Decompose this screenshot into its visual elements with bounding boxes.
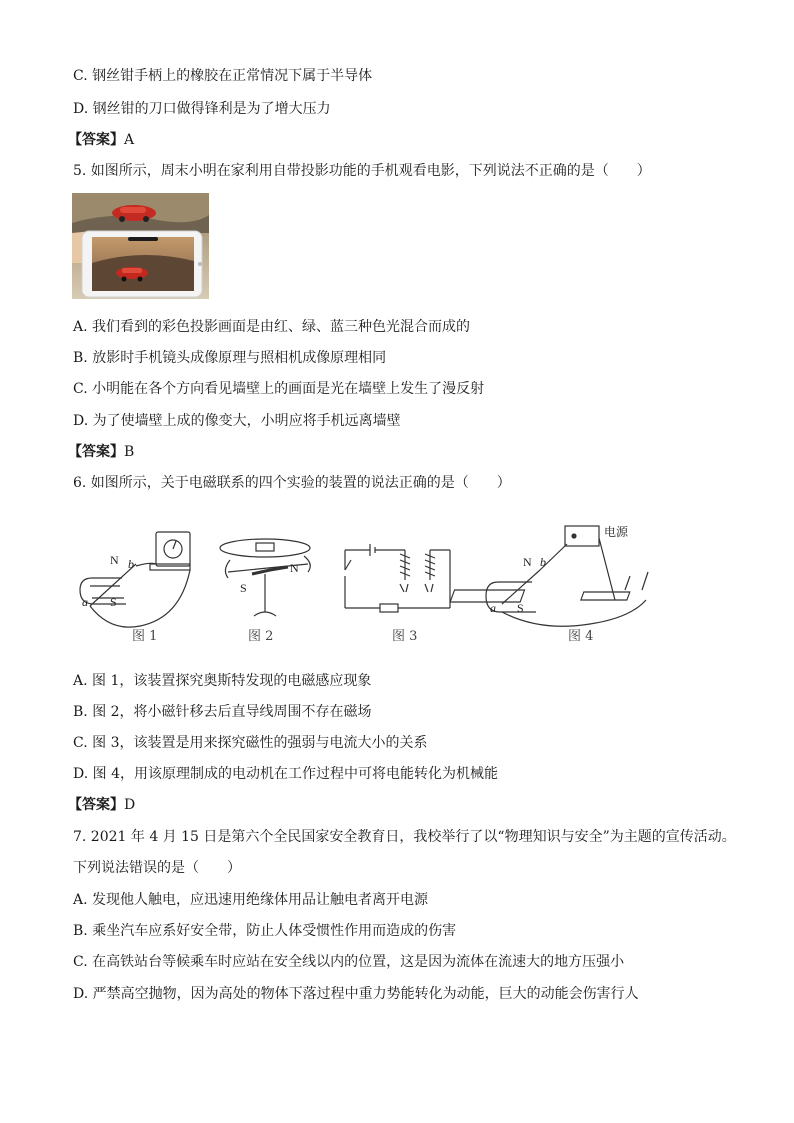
q6-answer — [68, 796, 135, 814]
q6-option-a: A. 图 1，该装置探究奥斯特发现的电磁感应现象 — [73, 673, 372, 689]
q5-question: 5. 如图所示，周末小明在家利用自带投影功能的手机观看电影，下列说法不正确的是（ ） — [73, 163, 651, 179]
q4-answer — [68, 131, 134, 149]
q7-question-line2: 下列说法错误的是（ ） — [73, 860, 241, 876]
answer-value: B — [124, 444, 135, 460]
fig1-label-b: b — [128, 557, 134, 571]
answer-label: 【答案】 — [68, 132, 124, 148]
phone-projector-image — [72, 193, 209, 299]
fig2-caption: 图 2 — [248, 629, 274, 644]
q5-option-d: D. 为了使墙壁上成的像变大，小明应将手机远离墙壁 — [73, 413, 401, 429]
q6-question: 6. 如图所示，关于电磁联系的四个实验的装置的说法正确的是（ ） — [73, 475, 511, 491]
diagram-svg — [70, 520, 670, 650]
q6-option-b: B. 图 2，将小磁针移去后直导线周围不存在磁场 — [73, 704, 372, 720]
figure-2 — [220, 539, 310, 616]
q7-question-line1: 7. 2021 年 4 月 15 日是第六个全民国家安全教育日，我校举行了以“物理知识与安全”为主题的宣传活动。 — [73, 829, 736, 845]
q6-option-d: D. 图 4，用该原理制成的电动机在工作过程中可将电能转化为机械能 — [73, 766, 498, 782]
answer-label: 【答案】 — [68, 797, 124, 813]
phone-projector-photo — [72, 193, 209, 299]
q7-option-c: C. 在高铁站台等候乘车时应站在安全线以内的位置，这是因为流体在流速大的地方压强小 — [73, 954, 625, 970]
electromagnetism-diagrams — [70, 520, 670, 650]
answer-value: A — [124, 132, 135, 148]
q7-option-b: B. 乘坐汽车应系好安全带，防止人体受惯性作用而造成的伤害 — [73, 923, 457, 939]
fig1-label-s: S — [110, 595, 117, 609]
fig2-label-n: N — [290, 561, 299, 575]
fig4-power-label: 电源 — [604, 525, 629, 539]
q5-option-c: C. 小明能在各个方向看见墙壁上的画面是光在墙壁上发生了漫反射 — [73, 381, 485, 397]
answer-value: D — [124, 797, 136, 813]
q4-option-d: D. 钢丝钳的刀口做得锋利是为了增大压力 — [73, 101, 331, 117]
fig3-caption: 图 3 — [392, 629, 418, 644]
q5-answer — [68, 443, 134, 461]
q5-option-b: B. 放影时手机镜头成像原理与照相机成像原理相同 — [73, 350, 387, 366]
fig4-label-a: a — [490, 601, 496, 615]
q4-option-c: C. 钢丝钳手柄上的橡胶在正常情况下属于半导体 — [73, 68, 373, 84]
q7-option-a: A. 发现他人触电，应迅速用绝缘体用品让触电者离开电源 — [73, 892, 429, 908]
figure-3 — [345, 544, 450, 612]
q5-option-a: A. 我们看到的彩色投影画面是由红、绿、蓝三种色光混合而成的 — [73, 319, 471, 335]
fig1-caption: 图 1 — [132, 629, 158, 644]
q7-option-d: D. 严禁高空抛物，因为高处的物体下落过程中重力势能转化为动能，巨大的动能会伤害行人 — [73, 986, 639, 1002]
fig4-label-b: b — [540, 555, 546, 569]
fig4-label-n: N — [523, 555, 532, 569]
fig4-label-s: S — [517, 601, 524, 615]
fig4-caption: 图 4 — [568, 629, 594, 644]
fig1-label-a: a — [82, 595, 88, 609]
fig2-label-s: S — [240, 581, 247, 595]
answer-label: 【答案】 — [68, 444, 124, 460]
fig1-label-n: N — [110, 553, 119, 567]
q6-option-c: C. 图 3，该装置是用来探究磁性的强弱与电流大小的关系 — [73, 735, 428, 751]
figure-4 — [450, 526, 648, 626]
figure-1 — [80, 532, 190, 627]
